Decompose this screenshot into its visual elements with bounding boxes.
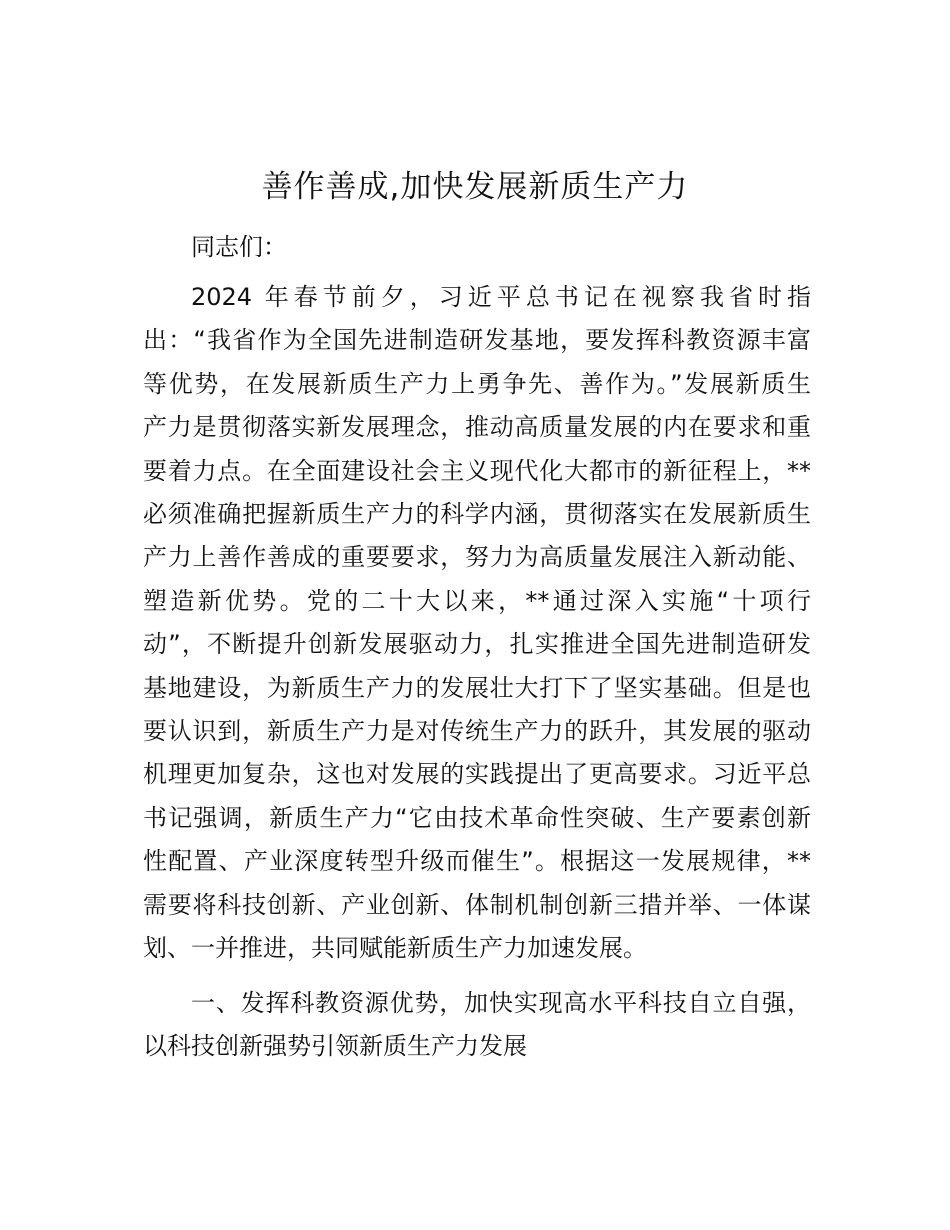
paragraph-line: 机理更加复杂，这也对发展的实践提出了更高要求。习近平总 — [143, 760, 811, 789]
heading-line: 以科技创新强势引领新质生产力发展 — [143, 1032, 527, 1061]
paragraph-line: 基地建设，为新质生产力的发展壮大打下了坚实基础。但是也 — [143, 673, 811, 702]
paragraph-line: 要着力点。在全面建设社会主义现代化大都市的新征程上，** — [143, 456, 811, 485]
paragraph-line: 等优势，在发展新质生产力上勇争先、善作为。”发展新质生 — [143, 369, 811, 398]
paragraph-line: 性配置、产业深度转型升级而催生”。根据这一发展规律，** — [143, 847, 811, 876]
salutation: 同志们： — [191, 233, 287, 261]
heading-line: 一、发挥科教资源优势，加快实现高水平科技自立自强， — [191, 989, 811, 1017]
paragraph-line: 2024 年春节前夕，习近平总书记在视察我省时指 — [191, 283, 811, 311]
paragraph-intro — [143, 276, 811, 971]
paragraph-line: 出：“我省作为全国先进制造研发基地，要发挥科教资源丰富 — [143, 326, 811, 355]
paragraph-line: 要认识到，新质生产力是对传统生产力的跃升，其发展的驱动 — [143, 717, 811, 746]
paragraph-line: 塑造新优势。党的二十大以来，**通过深入实施“十项行 — [143, 586, 811, 615]
document-title: 善作善成,加快发展新质生产力 — [261, 169, 689, 205]
paragraph-line: 动”，不断提升创新发展驱动力，扎实推进全国先进制造研发 — [143, 630, 811, 659]
section-heading-1 — [143, 982, 811, 1069]
paragraph-line: 产力是贯彻落实新发展理念，推动高质量发展的内在要求和重 — [143, 413, 811, 442]
paragraph-line: 划、一并推进，共同赋能新质生产力加速发展。 — [143, 934, 647, 963]
paragraph-line: 必须准确把握新质生产力的科学内涵，贯彻落实在发展新质生 — [143, 500, 811, 529]
paragraph-line: 需要将科技创新、产业创新、体制机制创新三措并举、一体谋 — [143, 890, 811, 919]
paragraph-line: 产力上善作善成的重要要求，努力为高质量发展注入新动能、 — [143, 543, 811, 572]
paragraph-line: 书记强调，新质生产力“它由技术革命性突破、生产要素创新 — [143, 803, 811, 832]
